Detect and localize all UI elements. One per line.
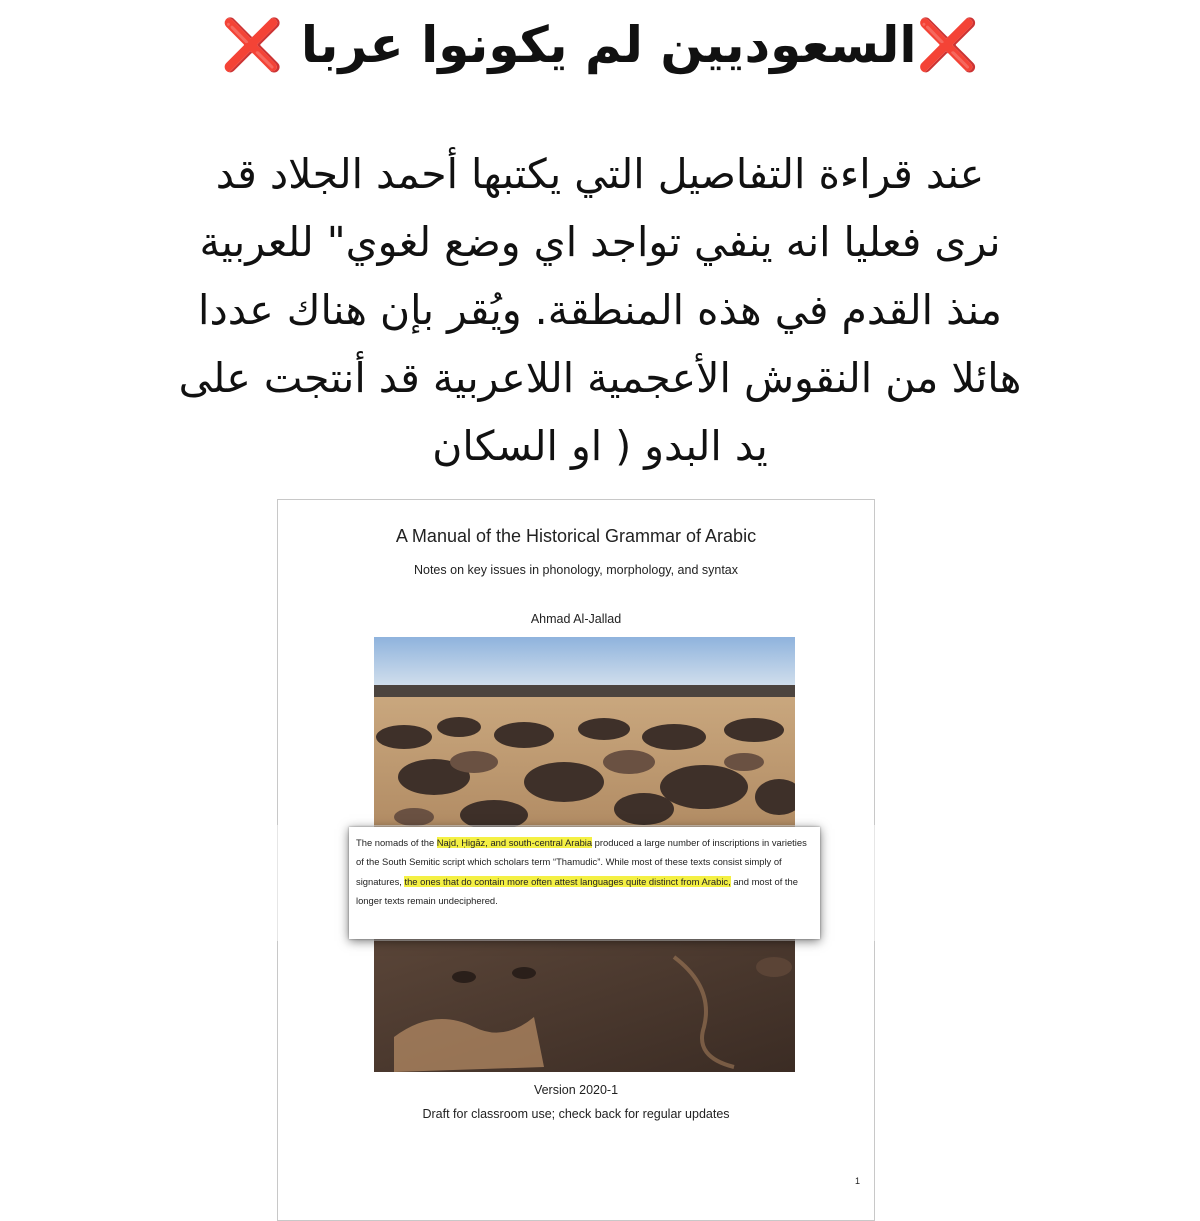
excerpt-highlight: the ones that do contain more often attest languages quite distinct from Arabic,: [404, 875, 731, 887]
document-title: A Manual of the Historical Grammar of Arabic: [395, 526, 757, 546]
headline: [0, 10, 1200, 80]
body-paragraph: [80, 140, 1120, 480]
page-number: 1: [855, 1176, 861, 1186]
excerpt-highlight: Najd, Ḥigāz, and south-central Arabia: [436, 837, 593, 848]
highlighted-excerpt: [349, 827, 820, 939]
document-subtitle: Notes on key issues in phonology, morphology, and syntax: [413, 563, 739, 577]
document-author: Ahmad Al-Jallad: [530, 612, 622, 626]
body-line: منذ القدم في هذه المنطقة. ويُقر بإن هناك عددا: [198, 286, 1002, 334]
document-version: Version 2020-1: [533, 1083, 619, 1097]
cross-mark-icon: ❌: [221, 16, 284, 74]
headline-text: السعوديين لم يكونوا عربا: [300, 16, 917, 74]
excerpt-text: and most of the longer texts remain undeciphered.: [356, 875, 798, 907]
excerpt-text: produced a large number of inscriptions in varieties of the South Semitic script which scholars term “Thamudic”. While most of these texts consist simply of signatures,: [356, 837, 807, 887]
excerpt-text: The nomads of the: [356, 837, 437, 848]
body-line: يد البدو ( او السكان: [432, 422, 768, 470]
document-note: Draft for classroom use; check back for regular updates: [422, 1107, 730, 1121]
body-line: عند قراءة التفاصيل التي يكتبها أحمد الجلاد قد: [215, 150, 985, 198]
cross-mark-icon: ❌: [916, 16, 979, 74]
body-line: نرى فعليا انه ينفي تواجد اي وضع لغوي" للعربية: [199, 218, 1001, 266]
body-line: هائلا من النقوش الأعجمية اللاعربية قد أنتجت على: [178, 354, 1022, 402]
